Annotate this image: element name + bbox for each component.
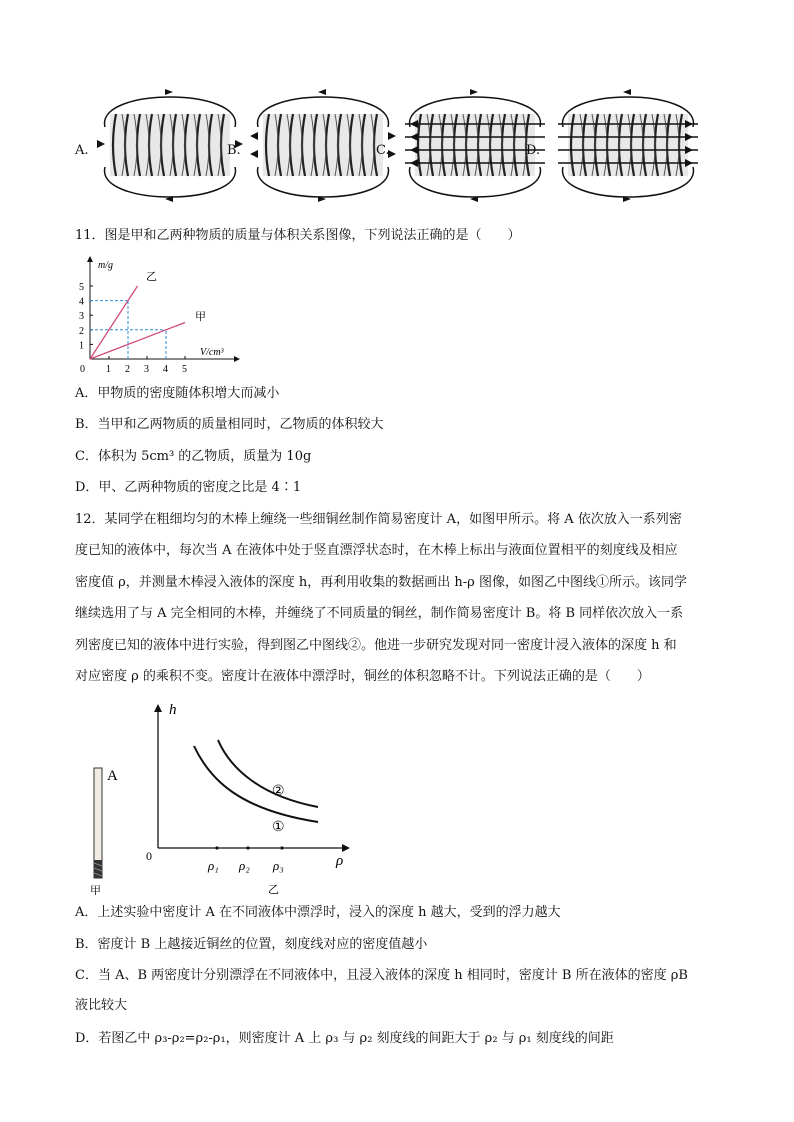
- h-rho-origin: 0: [146, 849, 152, 863]
- q11-option-c: C．体积为 5cm³ 的乙物质，质量为 10g: [75, 449, 312, 464]
- q10-figure-row: [70, 82, 730, 212]
- q12-stem-line-2: 度已知的液体中，每次当 A 在液体中处于竖直漂浮状态时，在木棒上标出与液面位置相平的刻度线及相应: [75, 543, 678, 558]
- h-rho-graph: [146, 702, 350, 895]
- q12-stem-line-3: 密度值 ρ，并测量木棒浸入液体的深度 h，再利用收集的数据画出 h-ρ 图像，如图乙中图线①所示。该同学: [75, 575, 687, 590]
- q11-series-jia: [90, 323, 185, 360]
- q12-stem-line-6: 对应密度 ρ 的乘积不变。密度计在液体中漂浮时，铜丝的体积忽略不计。下列说法正确的是（ ）: [75, 669, 650, 684]
- q11-yi-label: 乙: [146, 271, 157, 283]
- q11-ytick: 3: [79, 311, 84, 323]
- q12-option-c: C．当 A、B 两密度计分别漂浮在不同液体中，且浸入液体的深度 h 相同时，密度计 B 所在液体的密度 ρB: [75, 968, 688, 983]
- solenoid-d: [558, 89, 698, 202]
- q11-stem: 11．图是甲和乙两种物质的质量与体积关系图像，下列说法正确的是（ ）: [75, 228, 521, 243]
- q10-option-b-label: B.: [227, 143, 241, 158]
- q11-option-b: B．当甲和乙两物质的质量相同时，乙物质的体积较大: [75, 417, 384, 432]
- q11-series-yi: [90, 286, 138, 359]
- solenoid-b: [250, 89, 396, 202]
- h-axis-label: h: [169, 702, 177, 718]
- q11-xlabel: V/cm³: [200, 347, 224, 358]
- rho3-label: ρ₃: [273, 858, 284, 873]
- curve-1-label: ①: [272, 820, 285, 835]
- q11-graph: [74, 256, 254, 376]
- solenoid-c: [405, 89, 545, 202]
- rho-axis-label: ρ: [336, 853, 344, 869]
- q11-xtick: 2: [125, 364, 130, 375]
- q12-figure: [80, 700, 380, 895]
- q12-stem-line-5: 列密度已知的液体中进行实验，得到图乙中图线②。他进一步研究发现对同一密度计浸入液体的深度 h 和: [75, 638, 677, 653]
- q12-stem-line-1: 12．某同学在粗细均匀的木棒上缠绕一些细铜丝制作简易密度计 A，如图甲所示。将 A 依次放入一系列密: [75, 512, 682, 527]
- q12-option-d: D．若图乙中 ρ₃-ρ₂=ρ₂-ρ₁，则密度计 A 上 ρ₃ 与 ρ₂ 刻度线的间距大于 ρ₂ 与 ρ₁ 刻度线的间距: [75, 1031, 614, 1046]
- fig-yi-label: 乙: [268, 884, 279, 895]
- q11-origin: 0: [80, 364, 85, 375]
- q11-option-d: D．甲、乙两种物质的密度之比是 4∶1: [75, 480, 302, 495]
- q12-option-c-continued: 液比较大: [75, 998, 128, 1013]
- q10-option-c-label: C.: [376, 143, 390, 158]
- q11-ytick: 1: [79, 340, 84, 352]
- q11-ytick: 2: [79, 325, 84, 337]
- q11-jia-label: 甲: [195, 311, 206, 323]
- q11-ylabel: m/g: [98, 260, 113, 271]
- q11-xtick: 1: [106, 364, 111, 375]
- q12-stem-line-4: 继续选用了与 A 完全相同的木棒，并缠绕了不同质量的铜丝，制作简易密度计 B。将 B 同样依次放入一系: [75, 606, 684, 621]
- rho2-label: ρ₂: [239, 858, 250, 873]
- densitometer-a-label: A: [107, 768, 118, 784]
- q11-xtick: 5: [182, 364, 187, 375]
- solenoid-a: [97, 89, 243, 202]
- rho1-label: ρ₁: [208, 858, 219, 873]
- q11-ytick: 4: [79, 296, 84, 308]
- q11-xtick: 3: [144, 364, 149, 375]
- densitometer-a: [90, 768, 118, 895]
- q11-option-a: A．甲物质的密度随体积增大而减小: [75, 386, 280, 401]
- q12-option-a: A．上述实验中密度计 A 在不同液体中漂浮时，浸入的深度 h 越大，受到的浮力越大: [75, 905, 561, 920]
- q10-option-a-label: A.: [75, 143, 89, 158]
- fig-jia-label: 甲: [90, 885, 101, 895]
- q11-ytick: 5: [79, 282, 84, 293]
- curve-2: [218, 740, 318, 807]
- q12-option-b: B．密度计 B 上越接近铜丝的位置，刻度线对应的密度值越小: [75, 937, 428, 952]
- q10-option-d-label: D.: [526, 143, 541, 158]
- q11-xtick: 4: [163, 364, 168, 375]
- curve-2-label: ②: [272, 784, 285, 799]
- solenoid-diagrams: [70, 82, 730, 212]
